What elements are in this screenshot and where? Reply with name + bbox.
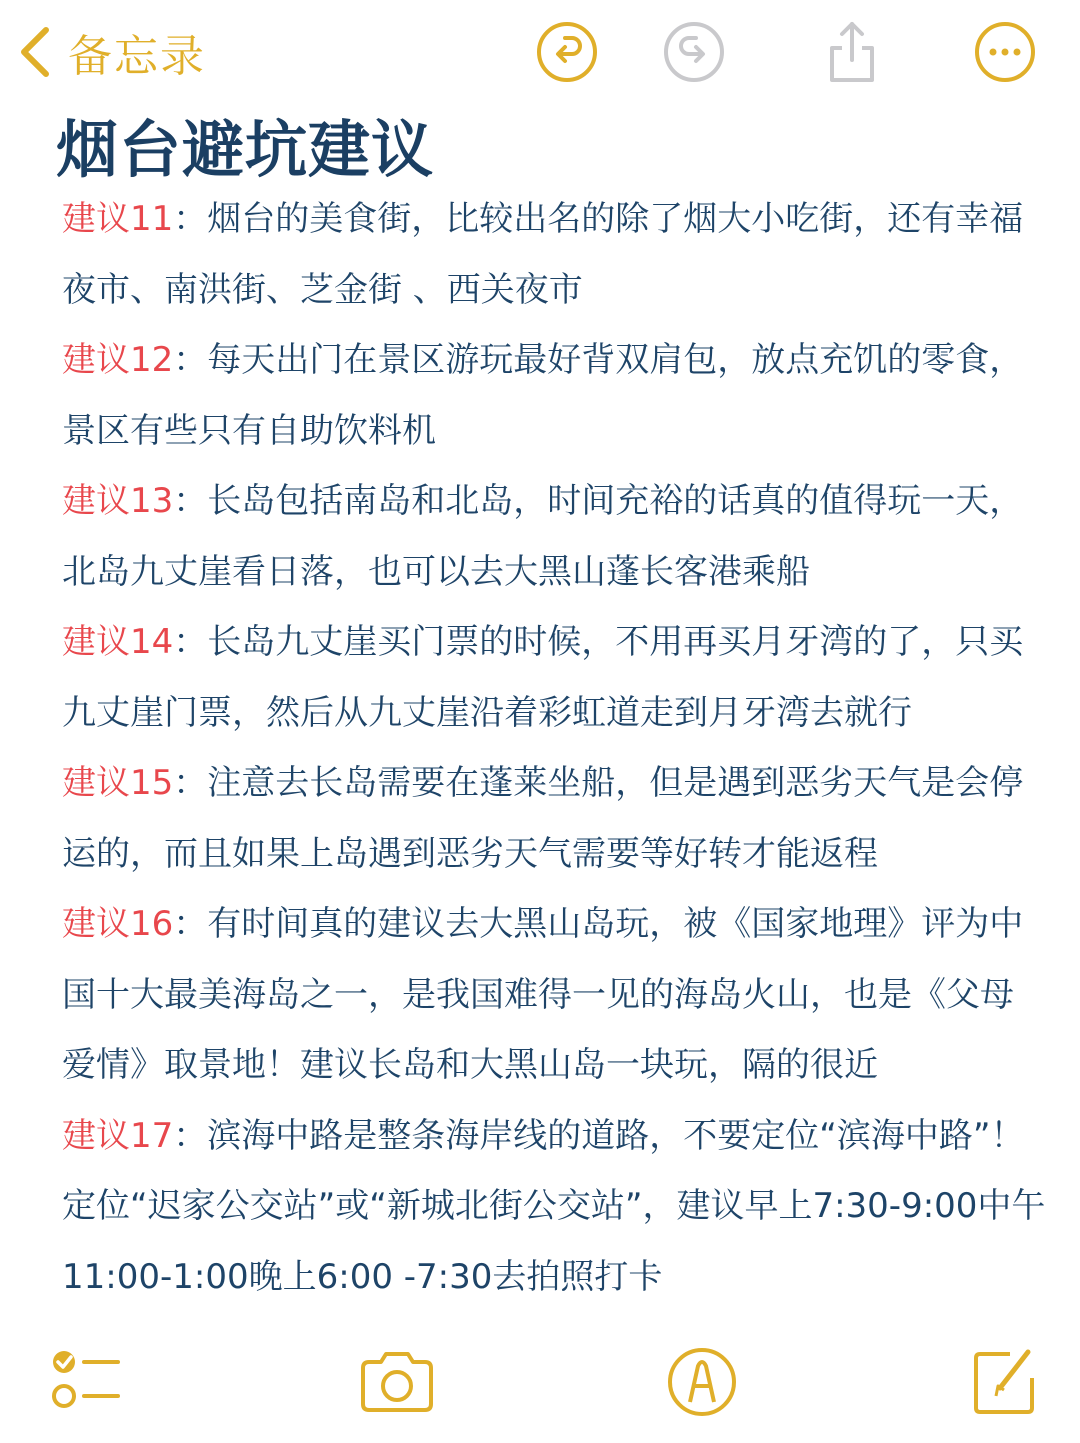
more-icon bbox=[973, 20, 1037, 84]
top-nav-bar bbox=[0, 0, 1080, 105]
tip-paragraph bbox=[62, 607, 1047, 748]
tip-paragraph bbox=[62, 466, 1047, 607]
tip-label: 建议12 bbox=[62, 340, 174, 380]
tip-label: 建议15 bbox=[62, 763, 174, 803]
note-title[interactable]: 烟台避坑建议 bbox=[56, 113, 435, 186]
tip-text: 每天出门在景区游玩最好背双肩包，放点充饥的零食，景区有些只有自助饮料机 bbox=[62, 340, 1024, 451]
tip-paragraph bbox=[62, 748, 1047, 889]
camera-button[interactable] bbox=[357, 1342, 437, 1422]
share-icon bbox=[820, 20, 884, 84]
undo-icon bbox=[535, 20, 599, 84]
bottom-toolbar bbox=[0, 1330, 1080, 1430]
tip-separator: ： bbox=[173, 199, 208, 239]
checklist-button[interactable] bbox=[48, 1342, 128, 1422]
tip-separator: ： bbox=[173, 340, 208, 380]
chevron-left-icon bbox=[14, 22, 54, 82]
back-label: 备忘录 bbox=[68, 31, 206, 82]
undo-button[interactable] bbox=[535, 20, 599, 84]
tip-text: 长岛包括南岛和北岛，时间充裕的话真的值得玩一天，北岛九丈崖看日落，也可以去大黑山蓬长客港乘船 bbox=[62, 481, 1024, 592]
tip-paragraph bbox=[62, 325, 1047, 466]
checklist-icon bbox=[48, 1342, 128, 1422]
tip-separator: ： bbox=[173, 622, 208, 662]
tip-text: 长岛九丈崖买门票的时候，不用再买月牙湾的了，只买九丈崖门票，然后从九丈崖沿着彩虹道走到月牙湾去就行 bbox=[62, 622, 1024, 733]
tip-separator: ： bbox=[173, 904, 208, 944]
markup-pen-icon bbox=[662, 1342, 742, 1422]
tip-separator: ： bbox=[173, 763, 208, 803]
tip-text: 烟台的美食街，比较出名的除了烟大小吃街，还有幸福夜市、南洪街、芝金街 、西关夜市 bbox=[62, 199, 1024, 310]
tip-label: 建议14 bbox=[62, 622, 174, 662]
tip-separator: ： bbox=[173, 1115, 208, 1156]
tip-text: 滨海中路是整条海岸线的道路，不要定位“滨海中路”！定位“迟家公交站”或“新城北街公交站”，建议早上7:30-9:00中午11:00-1:00晚上6:00 -7:30去拍照打卡 bbox=[62, 1115, 1046, 1297]
more-button[interactable] bbox=[973, 20, 1037, 84]
tip-paragraph bbox=[62, 184, 1047, 325]
note-body[interactable] bbox=[62, 184, 1047, 1312]
tip-label: 建议16 bbox=[62, 904, 174, 944]
markup-button[interactable] bbox=[662, 1342, 742, 1422]
tip-text: 有时间真的建议去大黑山岛玩，被《国家地理》评为中国十大最美海岛之一，是我国难得一见的海岛火山，也是《父母爱情》取景地！建议长岛和大黑山岛一块玩，隔的很近 bbox=[62, 904, 1024, 1085]
share-button[interactable] bbox=[820, 20, 884, 84]
tip-label: 建议13 bbox=[62, 481, 174, 521]
compose-icon bbox=[966, 1342, 1046, 1422]
redo-icon bbox=[662, 20, 726, 84]
tip-paragraph bbox=[62, 1101, 1047, 1313]
tip-paragraph bbox=[62, 889, 1047, 1101]
tip-label: 建议17 bbox=[62, 1115, 174, 1156]
compose-button[interactable] bbox=[966, 1342, 1046, 1422]
tip-text: 注意去长岛需要在蓬莱坐船，但是遇到恶劣天气是会停运的，而且如果上岛遇到恶劣天气需要等好转才能返程 bbox=[62, 763, 1024, 874]
tip-label: 建议11 bbox=[62, 199, 174, 239]
camera-icon bbox=[357, 1342, 437, 1422]
tip-separator: ： bbox=[173, 481, 208, 521]
redo-button[interactable] bbox=[662, 20, 726, 84]
back-button[interactable] bbox=[14, 20, 206, 84]
